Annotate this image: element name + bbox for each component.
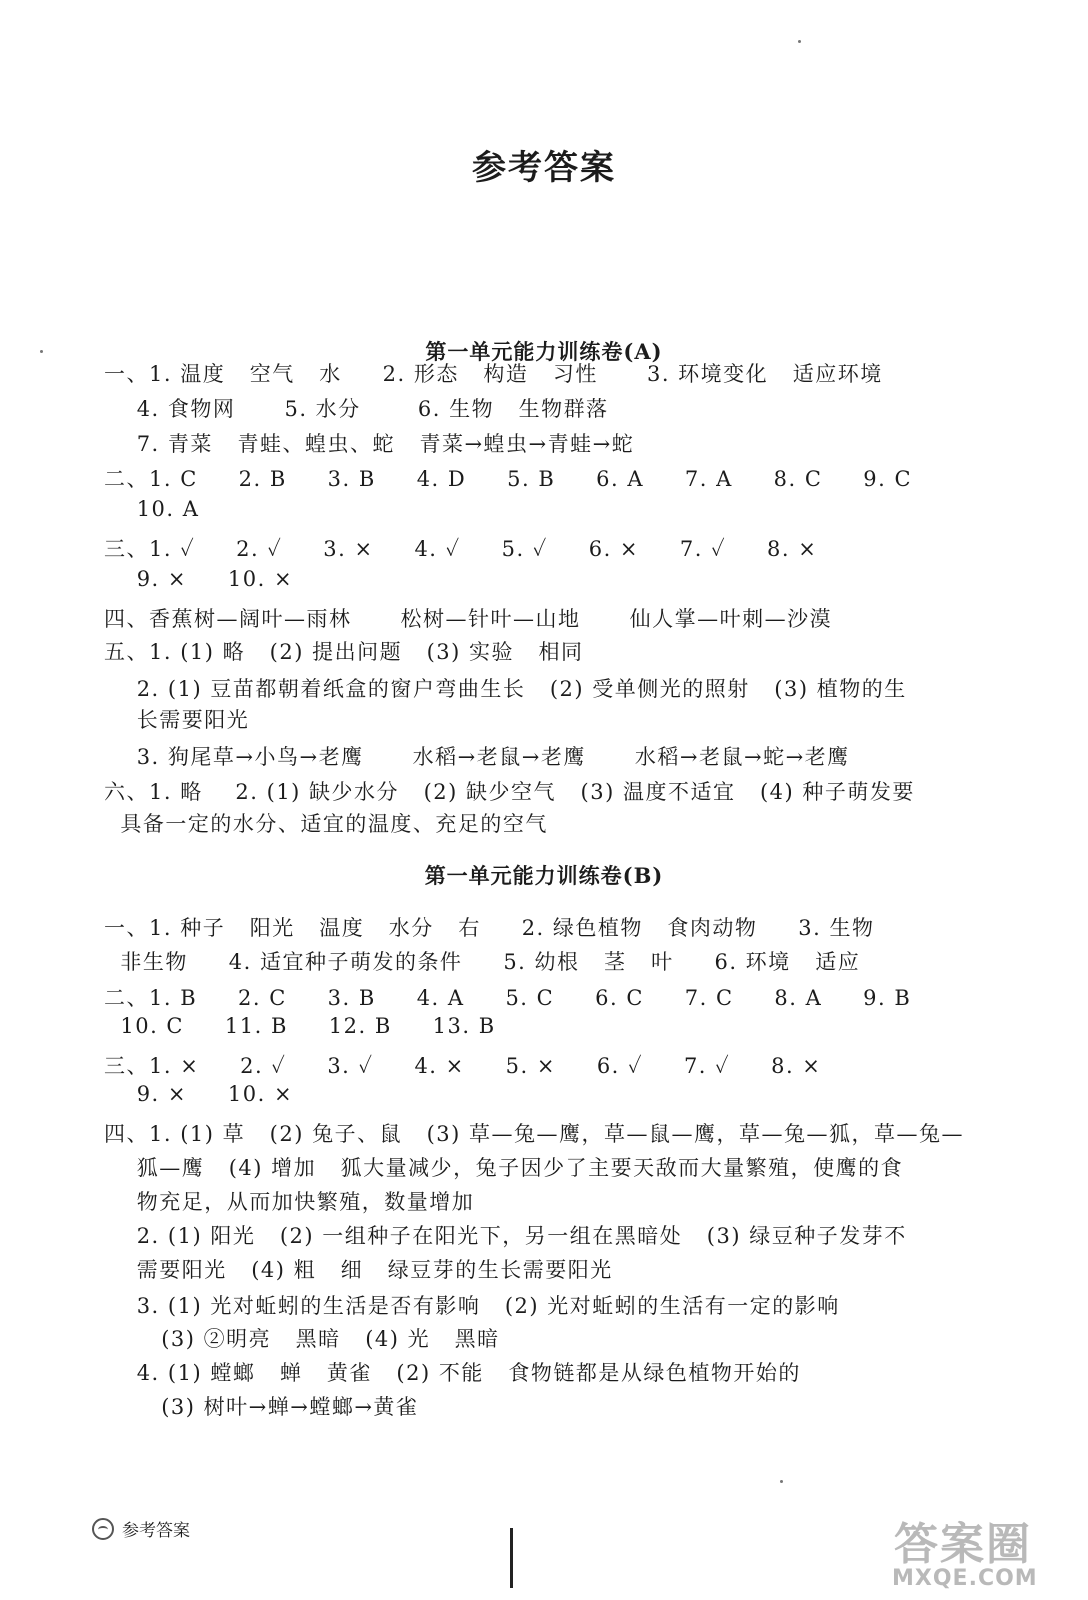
answer-line: 10. A: [104, 497, 200, 521]
section-a-title: 第一单元能力训练卷(A): [425, 339, 663, 364]
watermark-logo: 答案圈: [894, 1519, 1032, 1570]
answer-line: 3. 狗尾草→小鸟→老鹰 水稻→老鼠→老鹰 水稻→老鼠→蛇→老鹰: [104, 745, 850, 769]
answer-line: 狐—鹰 (4) 增加 狐大量减少，兔子因少了主要天敌而大量繁殖，使鹰的食: [104, 1156, 904, 1180]
answer-line: 4. 食物网 5. 水分 6. 生物 生物群落: [104, 397, 609, 421]
answer-line: 非生物 4. 适宜种子萌发的条件 5. 幼根 茎 叶 6. 环境 适应: [104, 950, 861, 974]
answer-line: 四、香蕉树—阔叶—雨林 松树—针叶—山地 仙人掌—叶刺—沙漠: [104, 607, 833, 631]
scan-speck: [780, 1480, 783, 1483]
answer-line: 7. 青菜 青蛙、蝗虫、蛇 青菜→蝗虫→青蛙→蛇: [104, 432, 635, 456]
watermark-url: MXQE.COM: [892, 1566, 1038, 1591]
answer-line: (3) ②明亮 黑暗 (4) 光 黑暗: [104, 1327, 500, 1351]
answer-line: 10. C 11. B 12. B 13. B: [104, 1014, 496, 1038]
answer-line: 三、1. ✓ 2. ✓ 3. × 4. ✓ 5. ✓ 6. × 7. ✓ 8. ×: [104, 537, 818, 561]
answer-line: 五、1. (1) 略 (2) 提出问题 (3) 实验 相同: [104, 640, 584, 664]
answer-line: 3. (1) 光对蚯蚓的生活是否有影响 (2) 光对蚯蚓的生活有一定的影响: [104, 1294, 840, 1318]
book-emblem-icon: [92, 1518, 114, 1540]
footer: [92, 1516, 190, 1541]
answer-line: (3) 树叶→蝉→螳螂→黄雀: [104, 1395, 419, 1419]
answer-line: 六、1. 略 2. (1) 缺少水分 (2) 缺少空气 (3) 温度不适宜 (4) 种子萌发要: [104, 780, 915, 804]
binding-mark: [510, 1528, 513, 1588]
answer-line: 二、1. B 2. C 3. B 4. A 5. C 6. C 7. C 8. A 9. B: [104, 986, 912, 1010]
answer-line: 需要阳光 (4) 粗 细 绿豆芽的生长需要阳光: [104, 1258, 613, 1282]
answer-line: 长需要阳光: [104, 708, 250, 732]
watermark: [888, 1508, 1078, 1594]
answer-line: 9. × 10. ×: [104, 567, 294, 591]
page-title: 参考答案: [472, 148, 616, 188]
answer-line: 4. (1) 螳螂 蝉 黄雀 (2) 不能 食物链都是从绿色植物开始的: [104, 1361, 801, 1385]
answer-line: 物充足，从而加快繁殖，数量增加: [104, 1190, 475, 1214]
footer-label: 参考答案: [122, 1521, 190, 1541]
answer-line: 具备一定的水分、适宜的温度、充足的空气: [104, 812, 548, 836]
answer-line: 2. (1) 豆苗都朝着纸盒的窗户弯曲生长 (2) 受单侧光的照射 (3) 植物的生: [104, 677, 907, 701]
answer-line: 三、1. × 2. ✓ 3. ✓ 4. × 5. × 6. ✓ 7. ✓ 8. ×: [104, 1054, 822, 1078]
answer-line: 二、1. C 2. B 3. B 4. D 5. B 6. A 7. A 8. C 9. C: [104, 467, 913, 491]
answer-line: 一、1. 温度 空气 水 2. 形态 构造 习性 3. 环境变化 适应环境: [104, 362, 883, 386]
answer-line: 一、1. 种子 阳光 温度 水分 右 2. 绿色植物 食肉动物 3. 生物: [104, 916, 875, 940]
scan-speck: [40, 350, 43, 353]
section-b-title: 第一单元能力训练卷(B): [424, 863, 664, 888]
scan-speck: [798, 40, 801, 43]
answer-line: 2. (1) 阳光 (2) 一组种子在阳光下，另一组在黑暗处 (3) 绿豆种子发芽不: [104, 1224, 907, 1248]
answer-line: 9. × 10. ×: [104, 1082, 294, 1106]
answer-line: 四、1. (1) 草 (2) 兔子、鼠 (3) 草—兔—鹰，草—鼠—鹰，草—兔—狐，草—兔—: [104, 1122, 965, 1146]
